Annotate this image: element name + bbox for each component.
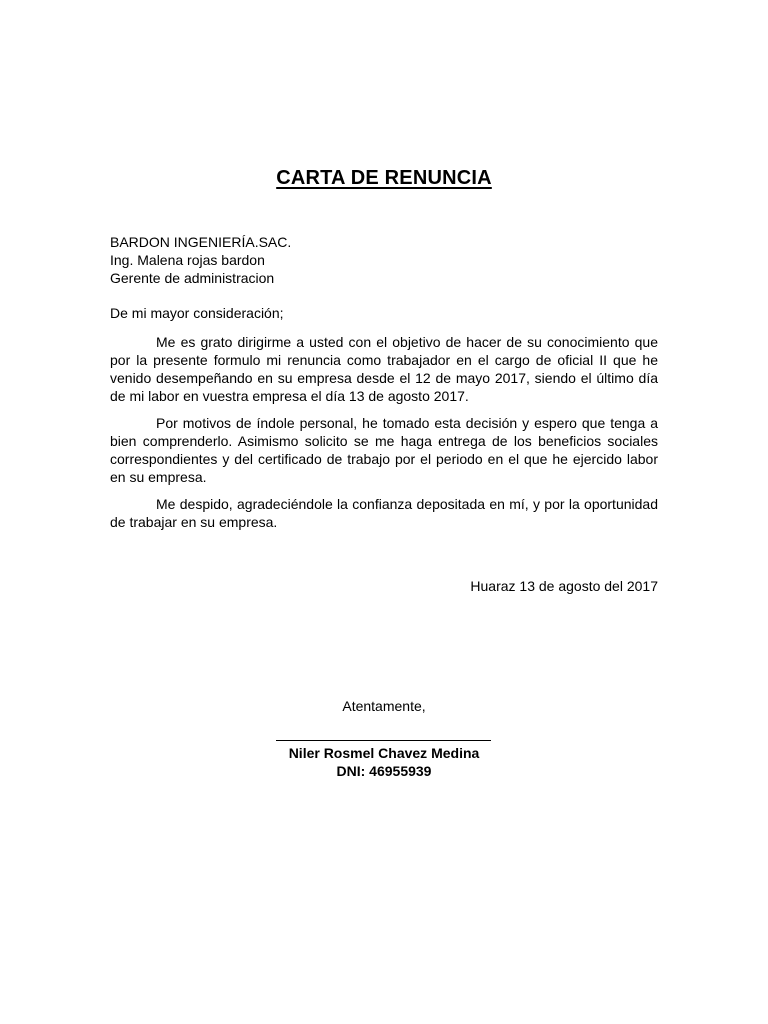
greeting: De mi mayor consideración; (110, 305, 284, 321)
letter-title: CARTA DE RENUNCIA (276, 167, 492, 189)
body-paragraph-3: Me despido, agradeciéndole la confianza depositada en mí, y por la oportunidad de trabajar en su empresa. (110, 496, 658, 530)
signature-line (276, 740, 491, 741)
recipient-name: Ing. Malena rojas bardon (110, 252, 265, 268)
body-paragraph-1: Me es grato dirigirme a usted con el objetivo de hacer de su conocimiento que por la presente formulo mi renuncia como trabajador en el cargo de oficial II que he venido desempeñando en su empresa desde el 12 de mayo 2017, siendo el último día de mi labor en vuestra empresa el día 13 de agosto 2017. (110, 334, 658, 404)
place-date: Huaraz 13 de agosto del 2017 (470, 578, 658, 594)
body-paragraph-2: Por motivos de índole personal, he tomado esta decisión y espero que tenga a bien comprenderlo. Asimismo solicito se me haga entrega de los beneficios sociales correspondientes y del certificado de trabajo por el periodo en el que he ejercido labor en su empresa. (110, 415, 658, 485)
recipient-position: Gerente de administracion (110, 270, 275, 286)
recipient-block (110, 233, 658, 287)
recipient-company: BARDON INGENIERÍA.SAC. (110, 234, 292, 250)
letter-body (110, 333, 658, 540)
signer-dni: DNI: 46955939 (336, 763, 432, 779)
signer-block (0, 744, 768, 780)
closing: Atentamente, (342, 698, 426, 714)
signer-name: Niler Rosmel Chavez Medina (288, 745, 480, 761)
